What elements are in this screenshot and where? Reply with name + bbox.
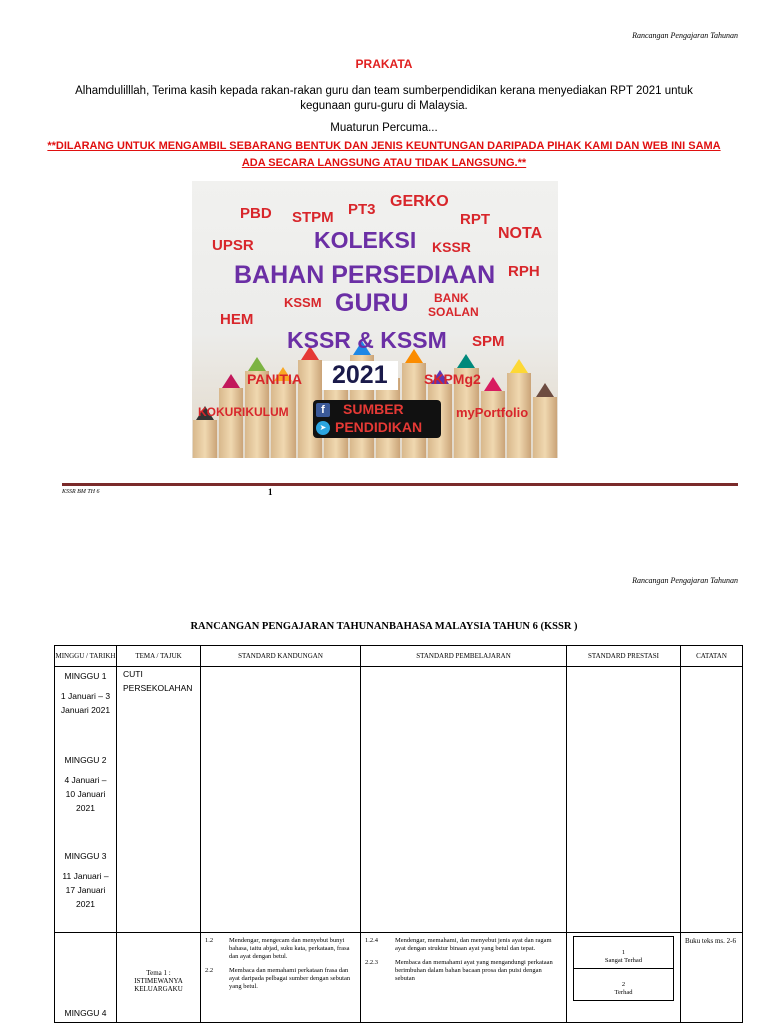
banner-word-bahan: BAHAN PERSEDIAAN: [234, 261, 496, 289]
banner-word-hem: HEM: [220, 311, 254, 328]
page2-header: Rancangan Pengajaran Tahunan: [632, 576, 738, 585]
col-kandungan: STANDARD KANDUNGAN: [201, 646, 361, 667]
week-cell: [55, 667, 117, 933]
table-row: [55, 933, 743, 1023]
banner-word-kssr: KSSR: [432, 239, 471, 255]
sumber-pendidikan-logo: [313, 400, 441, 438]
page-title: PRAKATA: [355, 57, 413, 71]
col-minggu: MINGGU / TARIKH: [55, 646, 117, 667]
intro-line-2: kegunaan guru-guru di Malaysia.: [300, 100, 468, 112]
week-label: MINGGU 1: [64, 671, 107, 681]
page-number: 1: [268, 487, 273, 497]
banner-word-koleksi: KOLEKSI: [314, 227, 417, 253]
tema-label: Tema 1 :: [146, 969, 171, 977]
table-header-row: [55, 646, 743, 667]
rpt-title: RANCANGAN PENGAJARAN TAHUNANBAHASA MALAYSIA TAHUN 6 (KSSR ): [190, 621, 578, 632]
week-date: 11 Januari – 17 Januari 2021: [62, 871, 109, 909]
intro-line-3: Muaturun Percuma...: [330, 122, 438, 134]
col-pembelajaran: STANDARD PEMBELAJARAN: [361, 646, 567, 667]
banner-word-kokurikulum: KOKURIKULUM: [198, 405, 289, 419]
banner-word-rpt: RPT: [460, 211, 490, 228]
tema-title: ISTIMEWANYA KELUARGAKU: [134, 977, 183, 993]
kandungan-item: 1.2 Mendengar, mengecam dan menyebut bunyi bahasa, iaitu abjad, suku kata, perkataan, frasa dan ayat dengan betul.: [205, 937, 350, 960]
pembelajaran-item: 2.2.3 Membaca dan memahami ayat yang mengandungi perkataan berimbuhan dalam bahan bacaan prosa dan puisi dengan sebutan: [365, 959, 553, 982]
banner-word-pt3: PT3: [348, 201, 376, 218]
banner-word-gerko: GERKO: [390, 193, 449, 210]
week-label: MINGGU 4: [64, 1008, 107, 1018]
logo-word-sumber: SUMBER: [343, 401, 404, 417]
banner-word-guru: GURU: [335, 289, 409, 317]
banner-word-myportfolio: myPortfolio: [456, 405, 529, 420]
banner-word-stpm: STPM: [292, 209, 334, 226]
prestasi-level: 1 Sangat Terhad: [573, 936, 674, 969]
kandungan-item: 2.2 Membaca dan memahami perkataan frasa dan ayat daripada pelbagai sumber dengan sebutan yang betul.: [205, 967, 351, 990]
week-date: 1 Januari – 3 Januari 2021: [60, 691, 111, 715]
banner-word-soalan: SOALAN: [428, 305, 479, 319]
kandungan-cell: [201, 933, 361, 1023]
col-tema: TEMA / TAJUK: [117, 646, 201, 667]
footer-rule: [62, 483, 738, 486]
pembelajaran-cell: [361, 933, 567, 1023]
banner-word-skpmg2: SKPMg2: [424, 371, 481, 387]
logo-word-pendidikan: PENDIDIKAN: [335, 419, 423, 435]
week-label: MINGGU 3: [64, 851, 107, 861]
intro-line-1: Alhamdulilllah, Terima kasih kepada rakan-rakan guru dan team sumberpendidikan kerana menyediakan RPT 2021 untuk: [75, 85, 693, 97]
banner-word-bank: BANK: [434, 291, 469, 305]
tema-cell: [117, 933, 201, 1023]
week-date: 4 Januari – 10 Januari 2021: [64, 775, 107, 813]
banner-word-panitia: PANITIA: [247, 371, 302, 387]
facebook-icon: f: [316, 403, 330, 417]
banner-word-rph: RPH: [508, 263, 540, 280]
cuti-cell: CUTI PERSEKOLAHAN: [117, 667, 201, 933]
week4-cell: [55, 933, 117, 1023]
pembelajaran-item: 1.2.4 Mendengar, memahami, dan menyebut jenis ayat dan ragam ayat dengan struktur binaan ayat yang betul dan tepat.: [365, 937, 552, 952]
warning-line-2: ADA SECARA LANGSUNG ATAU TIDAK LANGSUNG.**: [241, 157, 527, 169]
col-prestasi: STANDARD PRESTASI: [567, 646, 681, 667]
footer-left: KSSR BM TH 6: [62, 489, 100, 495]
col-catatan: CATATAN: [681, 646, 743, 667]
banner-word-nota: NOTA: [498, 225, 543, 242]
prestasi-level: 2 Terhad: [573, 969, 674, 1001]
rpt-table: [54, 645, 743, 1023]
banner-word-kssm: KSSM: [284, 295, 322, 310]
banner-word-year: 2021: [322, 361, 398, 390]
table-row: [55, 667, 743, 933]
banner-word-kssr-kssm: KSSR & KSSM: [287, 327, 447, 353]
banner-word-spm: SPM: [472, 333, 505, 350]
banner-word-upsr: UPSR: [212, 237, 254, 254]
page-header: Rancangan Pengajaran Tahunan: [632, 31, 738, 40]
catatan-cell: Buku teks ms. 2-6: [681, 933, 743, 1023]
warning-line-1: **DILARANG UNTUK MENGAMBIL SEBARANG BENTUK DAN JENIS KEUNTUNGAN DARIPADA PIHAK KAMI DAN WEB INI SAMA: [47, 140, 721, 152]
week-label: MINGGU 2: [64, 755, 107, 765]
banner-word-pbd: PBD: [240, 205, 272, 222]
prestasi-cell: [567, 933, 681, 1023]
promo-banner: [192, 181, 558, 458]
telegram-icon: ➤: [316, 421, 330, 435]
